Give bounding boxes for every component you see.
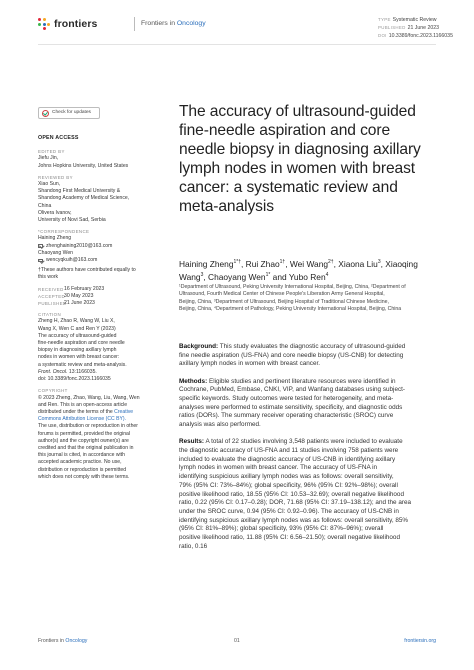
logo-text: frontiers <box>54 18 98 30</box>
email-link-2[interactable]: wencyqkuih@163.com <box>38 257 158 264</box>
footer-journal[interactable]: Frontiers in Oncology <box>38 638 88 644</box>
edited-by: EDITED BY Jiefu Jin, Johns Hopkins University, United States <box>38 149 129 169</box>
license-link-cont[interactable]: Commons Attribution License (CC BY). <box>38 416 127 423</box>
abstract-results: Results: A total of 22 studies involving 3,548 patients were included to evaluate the diagnostic accuracy of US-FNA and 11 studies involving 758 patients were included to evaluate the diagnostic accuracy of US-CNB in identifying axillary lymph nodes in women with breast cancer. The accuracy of US-FNA in identifying suspicious axillary lymph nodes was as follows: overall sensitivity, 79% (95% CI: 73%–84%); global specificity, 96% (95% CI: 92%–98%); overall positive likelihood ratio, 18.55 (95% CI: 10.53–32.69); overall negative likelihood ratio, 0.22 (95% CI: 0.17–0.28); DOR, 71.68 (95% CI: 37.19–138.12); and the area under the SROC curve, 0.94 (95% CI: 0.92–0.96). The accuracy of US-CNB in identifying suspicious axillary lymph nodes was as follows: overall sensitivity, 85% (95% CI: 81%–89%); global specificity, 93% (95% CI: 87%–96%); overall positive likelihood ratio, 11.88 (95% CI: 6.56–21.50); overall negative likelihood ratio, 0.16 <box>179 438 412 550</box>
meta-type: TYPE Systematic Review <box>378 17 437 23</box>
dates: RECEIVED 16 February 2023 ACCEPTED 30 May 2023 PUBLISHED 21 June 2023 <box>38 285 105 307</box>
check-updates-label: Check for updates <box>52 110 91 116</box>
citation: CITATION Zheng H, Zhao R, Wang W, Liu X, Wang X, Wen C and Ren Y (2023) The accuracy of ultrasound-guided fine-needle aspiration and core needle biopsy in diagnosing axillary lymph nodes in women with breast cancer: a systematic review and meta-analysis. Front. Oncol. 13:1166035. doi: 10.3389/fonc.2023.1166035 <box>38 311 158 383</box>
footer-site-link[interactable]: frontiersin.org <box>404 638 436 644</box>
author[interactable]: Yubo Ren$^4$ <box>288 271 329 282</box>
author[interactable]: Xiaona Liu$^3$ <box>338 258 381 269</box>
article-sidebar <box>38 107 158 484</box>
page-header <box>38 14 453 44</box>
frontiers-logo[interactable] <box>38 18 98 30</box>
author[interactable]: Haining Zheng$^{1*\dagger}$ <box>179 258 241 269</box>
author[interactable]: Wei Wang$^{2\dagger}$ <box>289 258 334 269</box>
open-access-label: OPEN ACCESS <box>38 135 79 141</box>
check-updates-icon <box>42 110 49 117</box>
contribution-note: †These authors have contributed equally to this work <box>38 267 136 281</box>
citation-doi[interactable]: doi: 10.3389/fonc.2023.1166035 <box>38 376 111 383</box>
author[interactable]: Chaoyang Wen$^{1*}$ <box>208 271 271 282</box>
license-link[interactable]: Creative <box>114 408 134 415</box>
journal-title: Oncology <box>176 20 206 27</box>
abstract <box>179 343 440 560</box>
abstract-background: Background: This study evaluates the diagnostic accuracy of ultrasound-guided fine needle aspiration (US-FNA) and core needle biopsy (US-CNB) for detecting axillary lymph nodes in women with breast cancer. <box>179 343 406 368</box>
page-footer <box>38 638 436 648</box>
author[interactable]: Rui Zhao$^{1\dagger}$ <box>245 258 286 269</box>
journal-name[interactable] <box>141 20 206 27</box>
journal-prefix: Frontiers in <box>141 20 175 27</box>
frontiers-logo-icon <box>38 18 50 30</box>
page-number: 01 <box>234 638 240 644</box>
copyright: COPYRIGHT © 2023 Zheng, Zhao, Wang, Liu, Wang, Wen and Ren. This is an open-access article distributed under the terms of the Creative Commons Attribution License (CC BY). The use, distribution or reproduction in other forums is permitted, provided the original author(s) and the copyright owner(s) are credited and that the original publication in this journal is cited, in accordance with accepted academic practice. No use, distribution or reproduction is permitted which does not comply with these terms. <box>38 387 158 481</box>
mail-icon <box>38 259 43 263</box>
article-meta <box>378 16 453 40</box>
author[interactable]: Xiaoqing Wang$^3$ <box>179 258 418 282</box>
email-link-1[interactable]: zhenghaining2010@163.com <box>38 243 158 250</box>
check-for-updates-button[interactable] <box>38 107 100 119</box>
correspondence: *CORRESPONDENCE Haining Zheng zhenghaining2010@163.com Chaoyang Wen wencyqkuih@163.com <box>38 228 158 264</box>
affiliations: ¹Department of Ultrasound, Peking University International Hospital, Beijing, China, ²Department of Ultrasound, Fourth Medical Center of Chinese People's Liberation Army General Hospital, Beijing, China, ³Department of Ultrasound, Beijing Hospital of Traditional Chinese Medicine, Beijing, China, ⁴Department of Pathology, Peking University International Hospital, Beijing, China <box>179 284 406 312</box>
header-divider <box>134 17 135 31</box>
article-title: The accuracy of ultrasound-guided fine-needle aspiration and core needle biopsy in diagnosing axillary lymph nodes in women with breast cancer: a systematic review and meta-analysis <box>179 103 421 215</box>
abstract-methods: Methods: Eligible studies and pertinent literature resources were identified in Cochrane, PubMed, Embase, CNKI, VIP, and Wanfang databases using subject- specific keywords. Study outcomes were tested for heterogeneity, and meta- analyses were performed to estimate sensitivity, specificity, and diagnostic odds ratios (DORs). The summary receiver operating characteristic (SROC) curve analysis was also performed. <box>179 377 406 429</box>
meta-doi[interactable]: DOI 10.3389/fonc.2023.1166035 <box>378 33 453 39</box>
mail-icon <box>38 244 43 248</box>
author-list: Haining Zheng$^{1*\dagger}$, Rui Zhao$^{1\dagger}$, Wei Wang$^{2\dagger}$, Xiaona Liu$^3$, Xiaoqing Wang$^3$, Chaoyang Wen$^{1*}$ and Yubo Ren$^4$ <box>179 258 418 282</box>
reviewed-by: REVIEWED BY Xiao Sun, Shandong First Medical University & Shandong Academy of Medical Science, China Olivera Ivanov, University of Novi Sad, Serbia <box>38 174 130 224</box>
meta-published: PUBLISHED 21 June 2023 <box>378 25 440 31</box>
header-rule <box>38 44 436 45</box>
